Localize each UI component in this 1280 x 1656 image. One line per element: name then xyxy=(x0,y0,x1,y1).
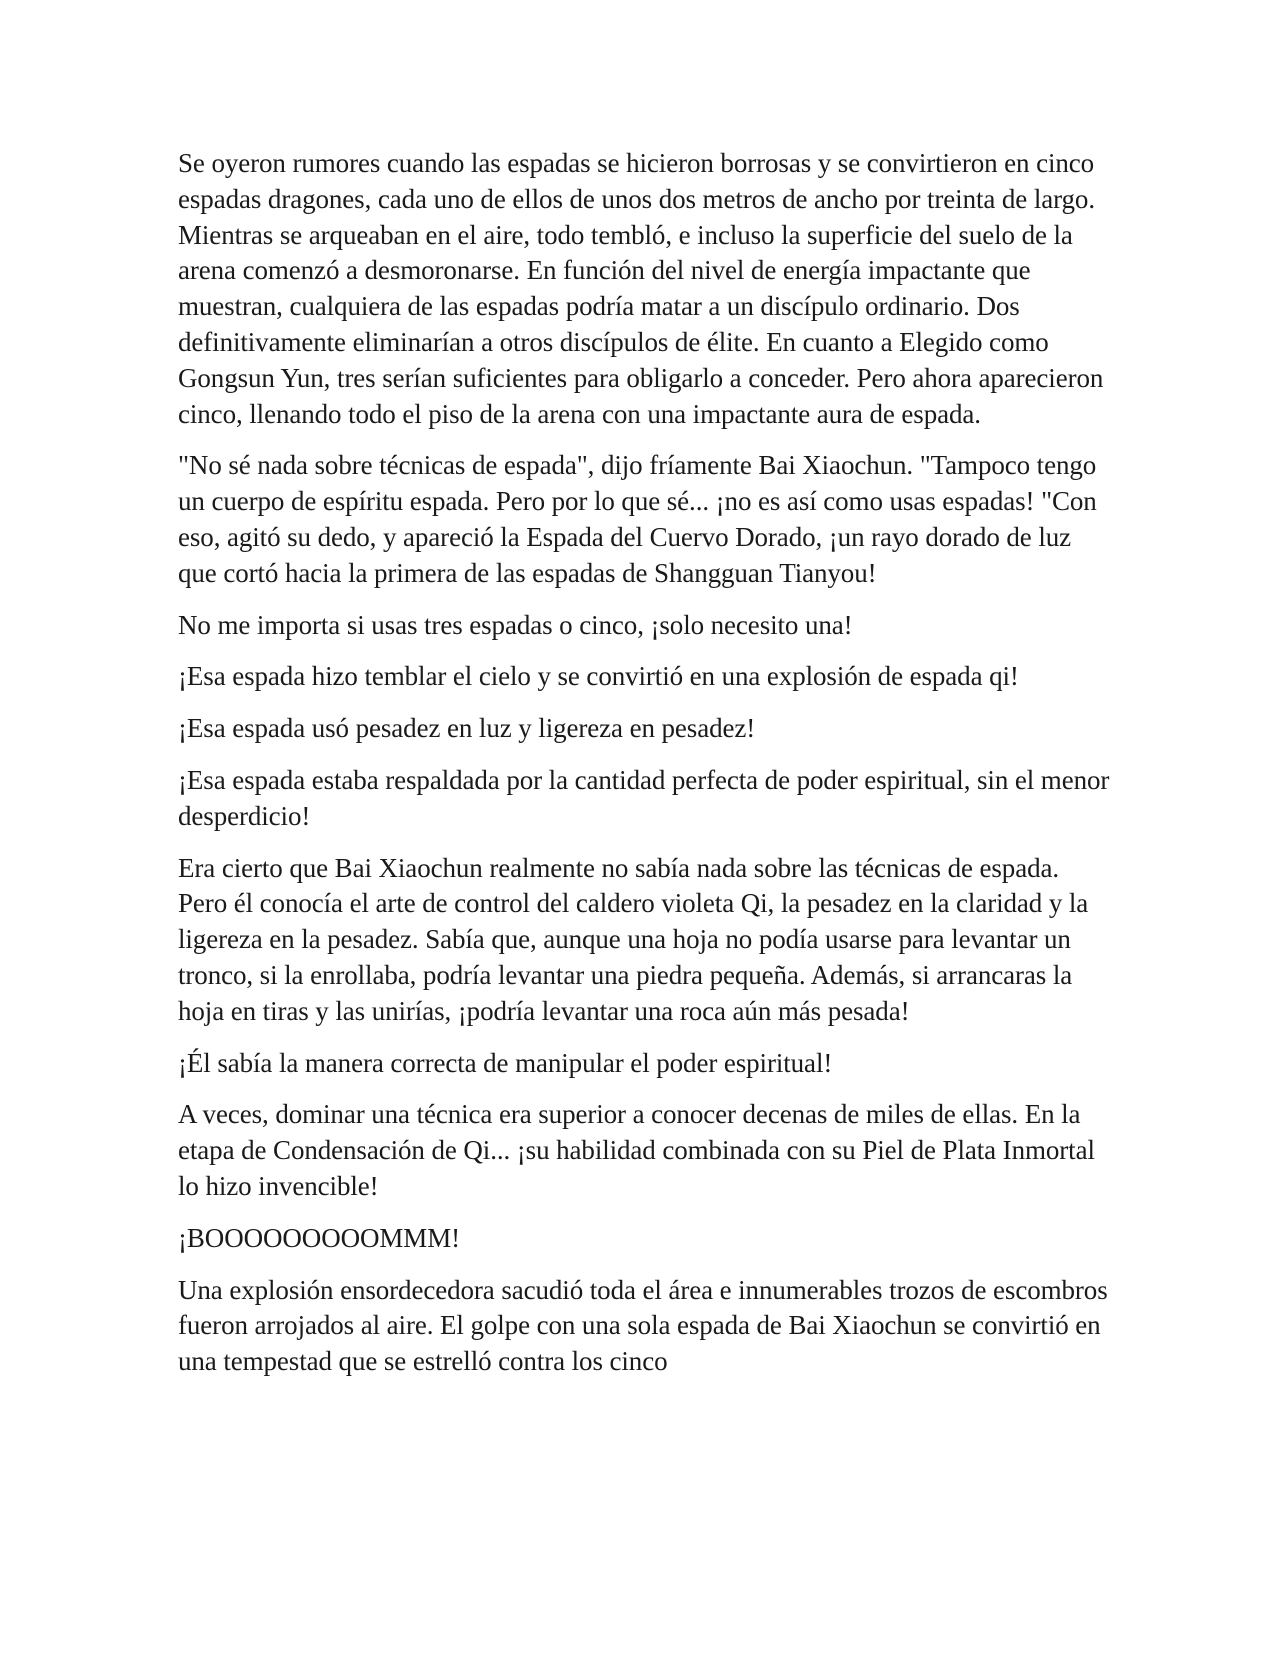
paragraph-6: ¡Esa espada estaba respaldada por la cantidad perfecta de poder espiritual, sin el menor desperdicio! xyxy=(178,764,1110,831)
paragraph-7: Era cierto que Bai Xiaochun realmente no sabía nada sobre las técnicas de espada. Pero él conocía el arte de control del caldero violeta Qi, la pesadez en la claridad y la ligereza en la pesadez. Sabía que, aunque una hoja no podía usarse para levantar un tronco, si la enrollaba, podría levantar una piedra pequeña. Además, si arrancaras la hoja en tiras y las unirías, ¡podría levantar una roca aún más pesada! xyxy=(178,852,1089,1026)
paragraph-2: "No sé nada sobre técnicas de espada", dijo fríamente Bai Xiaochun. "Tampoco tengo un cuerpo de espíritu espada. Pero por lo que sé... ¡no es así como usas espadas! "Con eso, agitó su dedo, y apareció la Espada del Cuervo Dorado, ¡un rayo dorado de luz que cortó hacia la primera de las espadas de Shangguan Tianyou! xyxy=(178,450,1097,588)
paragraph-4: ¡Esa espada hizo temblar el cielo y se convirtió en una explosión de espada qi! xyxy=(178,661,1019,692)
paragraph-9: A veces, dominar una técnica era superior a conocer decenas de miles de ellas. En la etapa de Condensación de Qi... ¡su habilidad combinada con su Piel de Plata Inmortal lo hizo invencible! xyxy=(178,1099,1095,1201)
paragraph-1: Se oyeron rumores cuando las espadas se hicieron borrosas y se convirtieron en cinco espadas dragones, cada uno de ellos de unos dos metros de ancho por treinta de largo. Mientras se arqueaban en el aire, todo tembló, e incluso la superficie del suelo de la arena comenzó a desmoronarse. En función del nivel de energía impactante que muestran, cualquiera de las espadas podría matar a un discípulo ordinario. Dos definitivamente eliminarían a otros discípulos de élite. En cuanto a Elegido como Gongsun Yun, tres serían suficientes para obligarlo a conceder. Pero ahora aparecieron cinco, llenando todo el piso de la arena con una impactante aura de espada. xyxy=(178,148,1104,429)
paragraph-5: ¡Esa espada usó pesadez en luz y ligereza en pesadez! xyxy=(178,713,756,744)
paragraph-10: ¡BOOOOOOOOOMMM! xyxy=(178,1222,461,1253)
paragraph-3: No me importa si usas tres espadas o cinco, ¡solo necesito una! xyxy=(178,609,853,640)
document-body xyxy=(178,146,1113,1396)
paragraph-11: Una explosión ensordecedora sacudió toda el área e innumerables trozos de escombros fueron arrojados al aire. El golpe con una sola espada de Bai Xiaochun se convirtió en una tempestad que se estrelló contra los cinco xyxy=(178,1274,1108,1377)
paragraph-8: ¡Él sabía la manera correcta de manipular el poder espiritual! xyxy=(178,1047,833,1078)
